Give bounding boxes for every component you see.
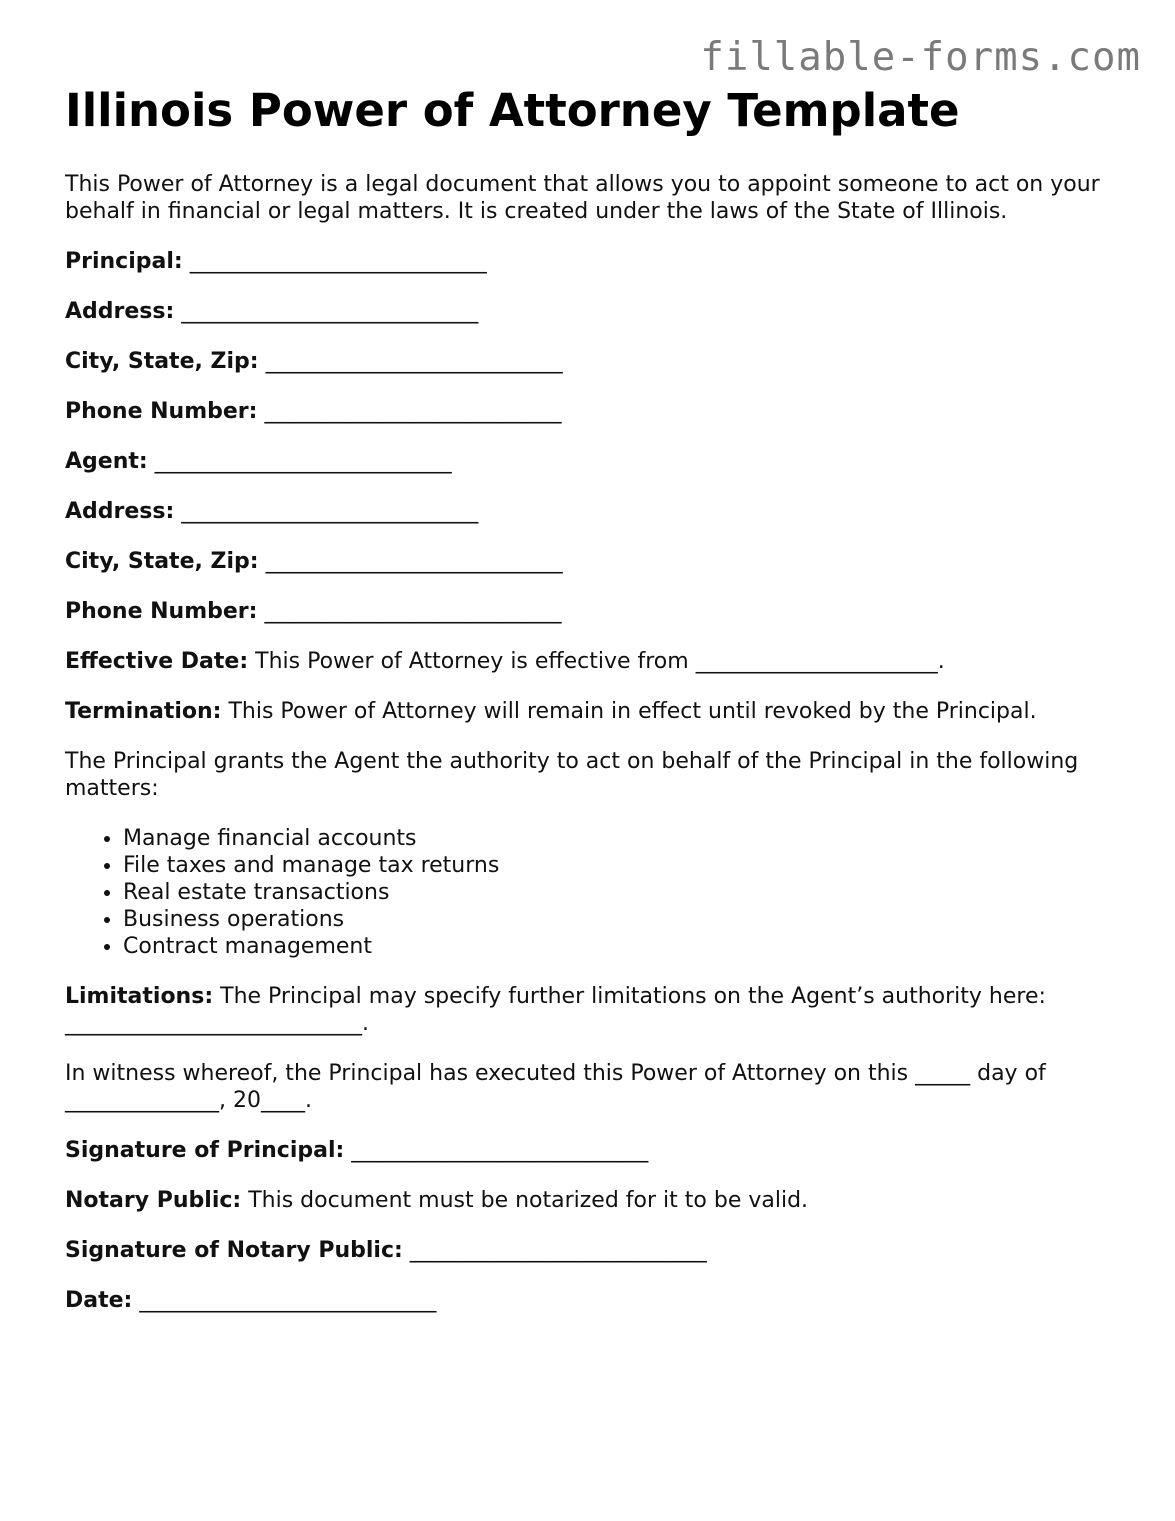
- agent-phone-field: [65, 598, 1125, 625]
- agent-city-label: City, State, Zip:: [65, 549, 259, 574]
- date-blank[interactable]: ___________________________: [139, 1288, 437, 1313]
- principal-city-field: [65, 348, 1125, 375]
- principal-signature-blank[interactable]: ___________________________: [351, 1138, 649, 1163]
- notary-text: This document must be notarized for it to be valid.: [248, 1188, 809, 1213]
- effective-date-label: Effective Date:: [65, 649, 249, 674]
- notary-signature-blank[interactable]: ___________________________: [409, 1238, 707, 1263]
- principal-address-blank[interactable]: ___________________________: [181, 299, 479, 324]
- limitations-text: The Principal may specify further limitations on the Agent’s authority here: ___________________________.: [65, 984, 1046, 1036]
- termination-text: This Power of Attorney will remain in effect until revoked by the Principal.: [228, 699, 1037, 724]
- list-item: • Contract management: [123, 933, 1125, 960]
- principal-city-label: City, State, Zip:: [65, 349, 259, 374]
- notary-signature-label: Signature of Notary Public:: [65, 1238, 403, 1263]
- agent-address-blank[interactable]: ___________________________: [181, 499, 479, 524]
- agent-phone-blank[interactable]: ___________________________: [264, 599, 562, 624]
- list-item: • File taxes and manage tax returns: [123, 852, 1125, 879]
- principal-phone-field: [65, 398, 1125, 425]
- agent-name-label: Agent:: [65, 449, 148, 474]
- intro-paragraph: This Power of Attorney is a legal document that allows you to appoint someone to act on your behalf in financial or legal matters. It is created under the laws of the State of Illinois.: [65, 172, 1100, 224]
- notary-paragraph: [65, 1187, 1125, 1214]
- grant-paragraph: The Principal grants the Agent the authority to act on behalf of the Principal in the following matters:: [65, 749, 1079, 801]
- principal-signature-label: Signature of Principal:: [65, 1138, 345, 1163]
- agent-phone-label: Phone Number:: [65, 599, 258, 624]
- date-label: Date:: [65, 1288, 133, 1313]
- agent-city-field: [65, 548, 1125, 575]
- document-title: Illinois Power of Attorney Template: [65, 84, 960, 137]
- termination-label: Termination:: [65, 699, 222, 724]
- list-item: • Real estate transactions: [123, 879, 1125, 906]
- principal-signature-field: [65, 1137, 1125, 1164]
- list-item: • Manage financial accounts: [123, 825, 1125, 852]
- witness-paragraph: In witness whereof, the Principal has executed this Power of Attorney on this _____ day of ______________, 20____.: [65, 1061, 1046, 1113]
- principal-address-field: [65, 298, 1125, 325]
- agent-name-field: [65, 448, 1125, 475]
- agent-address-label: Address:: [65, 499, 175, 524]
- matters-list: [65, 825, 1125, 960]
- document-page: [65, 84, 1125, 1314]
- agent-city-blank[interactable]: ___________________________: [265, 549, 563, 574]
- site-watermark: fillable-forms.com: [700, 35, 1141, 80]
- limitations-label: Limitations:: [65, 984, 214, 1009]
- notary-label: Notary Public:: [65, 1188, 242, 1213]
- agent-name-blank[interactable]: ___________________________: [154, 449, 452, 474]
- list-item: • Business operations: [123, 906, 1125, 933]
- limitations-paragraph: [65, 983, 1125, 1037]
- termination-paragraph: [65, 698, 1125, 725]
- principal-name-blank[interactable]: ___________________________: [189, 249, 487, 274]
- principal-name-label: Principal:: [65, 249, 183, 274]
- date-field: [65, 1287, 1125, 1314]
- effective-date-text: This Power of Attorney is effective from ______________________.: [255, 649, 945, 674]
- principal-address-label: Address:: [65, 299, 175, 324]
- principal-city-blank[interactable]: ___________________________: [265, 349, 563, 374]
- principal-phone-label: Phone Number:: [65, 399, 258, 424]
- agent-address-field: [65, 498, 1125, 525]
- principal-phone-blank[interactable]: ___________________________: [264, 399, 562, 424]
- notary-signature-field: [65, 1237, 1125, 1264]
- effective-date-paragraph: [65, 648, 1125, 675]
- principal-name-field: [65, 248, 1125, 275]
